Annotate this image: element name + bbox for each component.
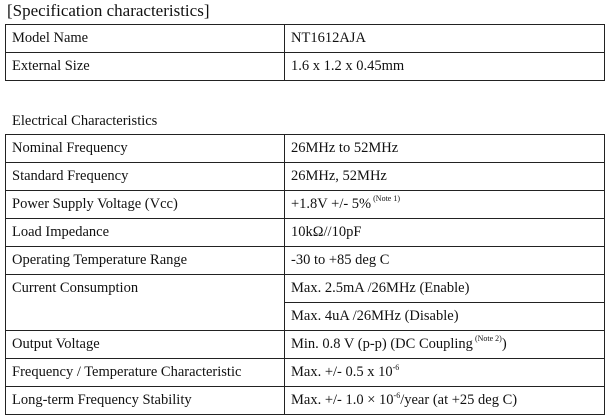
general-spec-table	[5, 24, 605, 81]
output-voltage-closing: )	[501, 336, 507, 352]
nominal-frequency-label: Nominal Frequency	[6, 135, 285, 163]
model-name-value: NT1612AJA	[285, 25, 605, 53]
table-row	[6, 387, 605, 415]
power-supply-value: +1.8V +/- 5%	[291, 196, 372, 212]
operating-temperature-label: Operating Temperature Range	[6, 247, 285, 275]
note-2-reference: (Note 2)	[472, 334, 502, 343]
load-impedance-label: Load Impedance	[6, 219, 285, 247]
table-row	[6, 163, 605, 191]
model-name-label: Model Name	[6, 25, 285, 53]
current-consumption-label: Current Consumption	[6, 275, 285, 331]
table-row	[6, 359, 605, 387]
table-row	[6, 219, 605, 247]
spec-heading: [Specification characteristics]	[7, 1, 210, 20]
table-row	[6, 135, 605, 163]
table-row	[6, 191, 605, 219]
long-term-stability-label: Long-term Frequency Stability	[6, 387, 285, 415]
electrical-spec-table	[5, 134, 605, 415]
current-consumption-enable-value: Max. 2.5mA /26MHz (Enable)	[285, 275, 605, 303]
standard-frequency-value: 26MHz, 52MHz	[285, 163, 605, 191]
table-row	[6, 247, 605, 275]
long-term-stability-value: Max. +/- 1.0 × 10	[291, 392, 394, 408]
long-term-stability-exponent: -6	[393, 391, 401, 400]
long-term-stability-cell	[285, 387, 605, 415]
standard-frequency-label: Standard Frequency	[6, 163, 285, 191]
power-supply-label: Power Supply Voltage (Vcc)	[6, 191, 285, 219]
freq-temp-label: Frequency / Temperature Characteristic	[6, 359, 285, 387]
external-size-value: 1.6 x 1.2 x 0.45mm	[285, 53, 605, 81]
electrical-heading: Electrical Characteristics	[12, 113, 158, 129]
note-1-reference: (Note 1)	[371, 194, 401, 203]
table-row	[6, 331, 605, 359]
current-consumption-disable-value: Max. 4uA /26MHz (Disable)	[285, 303, 605, 331]
external-size-label: External Size	[6, 53, 285, 81]
operating-temperature-value: -30 to +85 deg C	[285, 247, 605, 275]
load-impedance-value: 10kΩ//10pF	[285, 219, 605, 247]
output-voltage-value: Min. 0.8 V (p-p) (DC Coupling	[291, 336, 473, 352]
output-voltage-label: Output Voltage	[6, 331, 285, 359]
freq-temp-value: Max. +/- 0.5 x 10	[291, 364, 393, 380]
nominal-frequency-value: 26MHz to 52MHz	[285, 135, 605, 163]
output-voltage-cell	[285, 331, 605, 359]
freq-temp-cell	[285, 359, 605, 387]
freq-temp-exponent: -6	[392, 363, 400, 372]
power-supply-cell	[285, 191, 605, 219]
table-row	[6, 275, 605, 303]
long-term-stability-suffix: /year (at +25 deg C)	[400, 392, 518, 408]
table-row	[6, 53, 605, 81]
table-row	[6, 25, 605, 53]
